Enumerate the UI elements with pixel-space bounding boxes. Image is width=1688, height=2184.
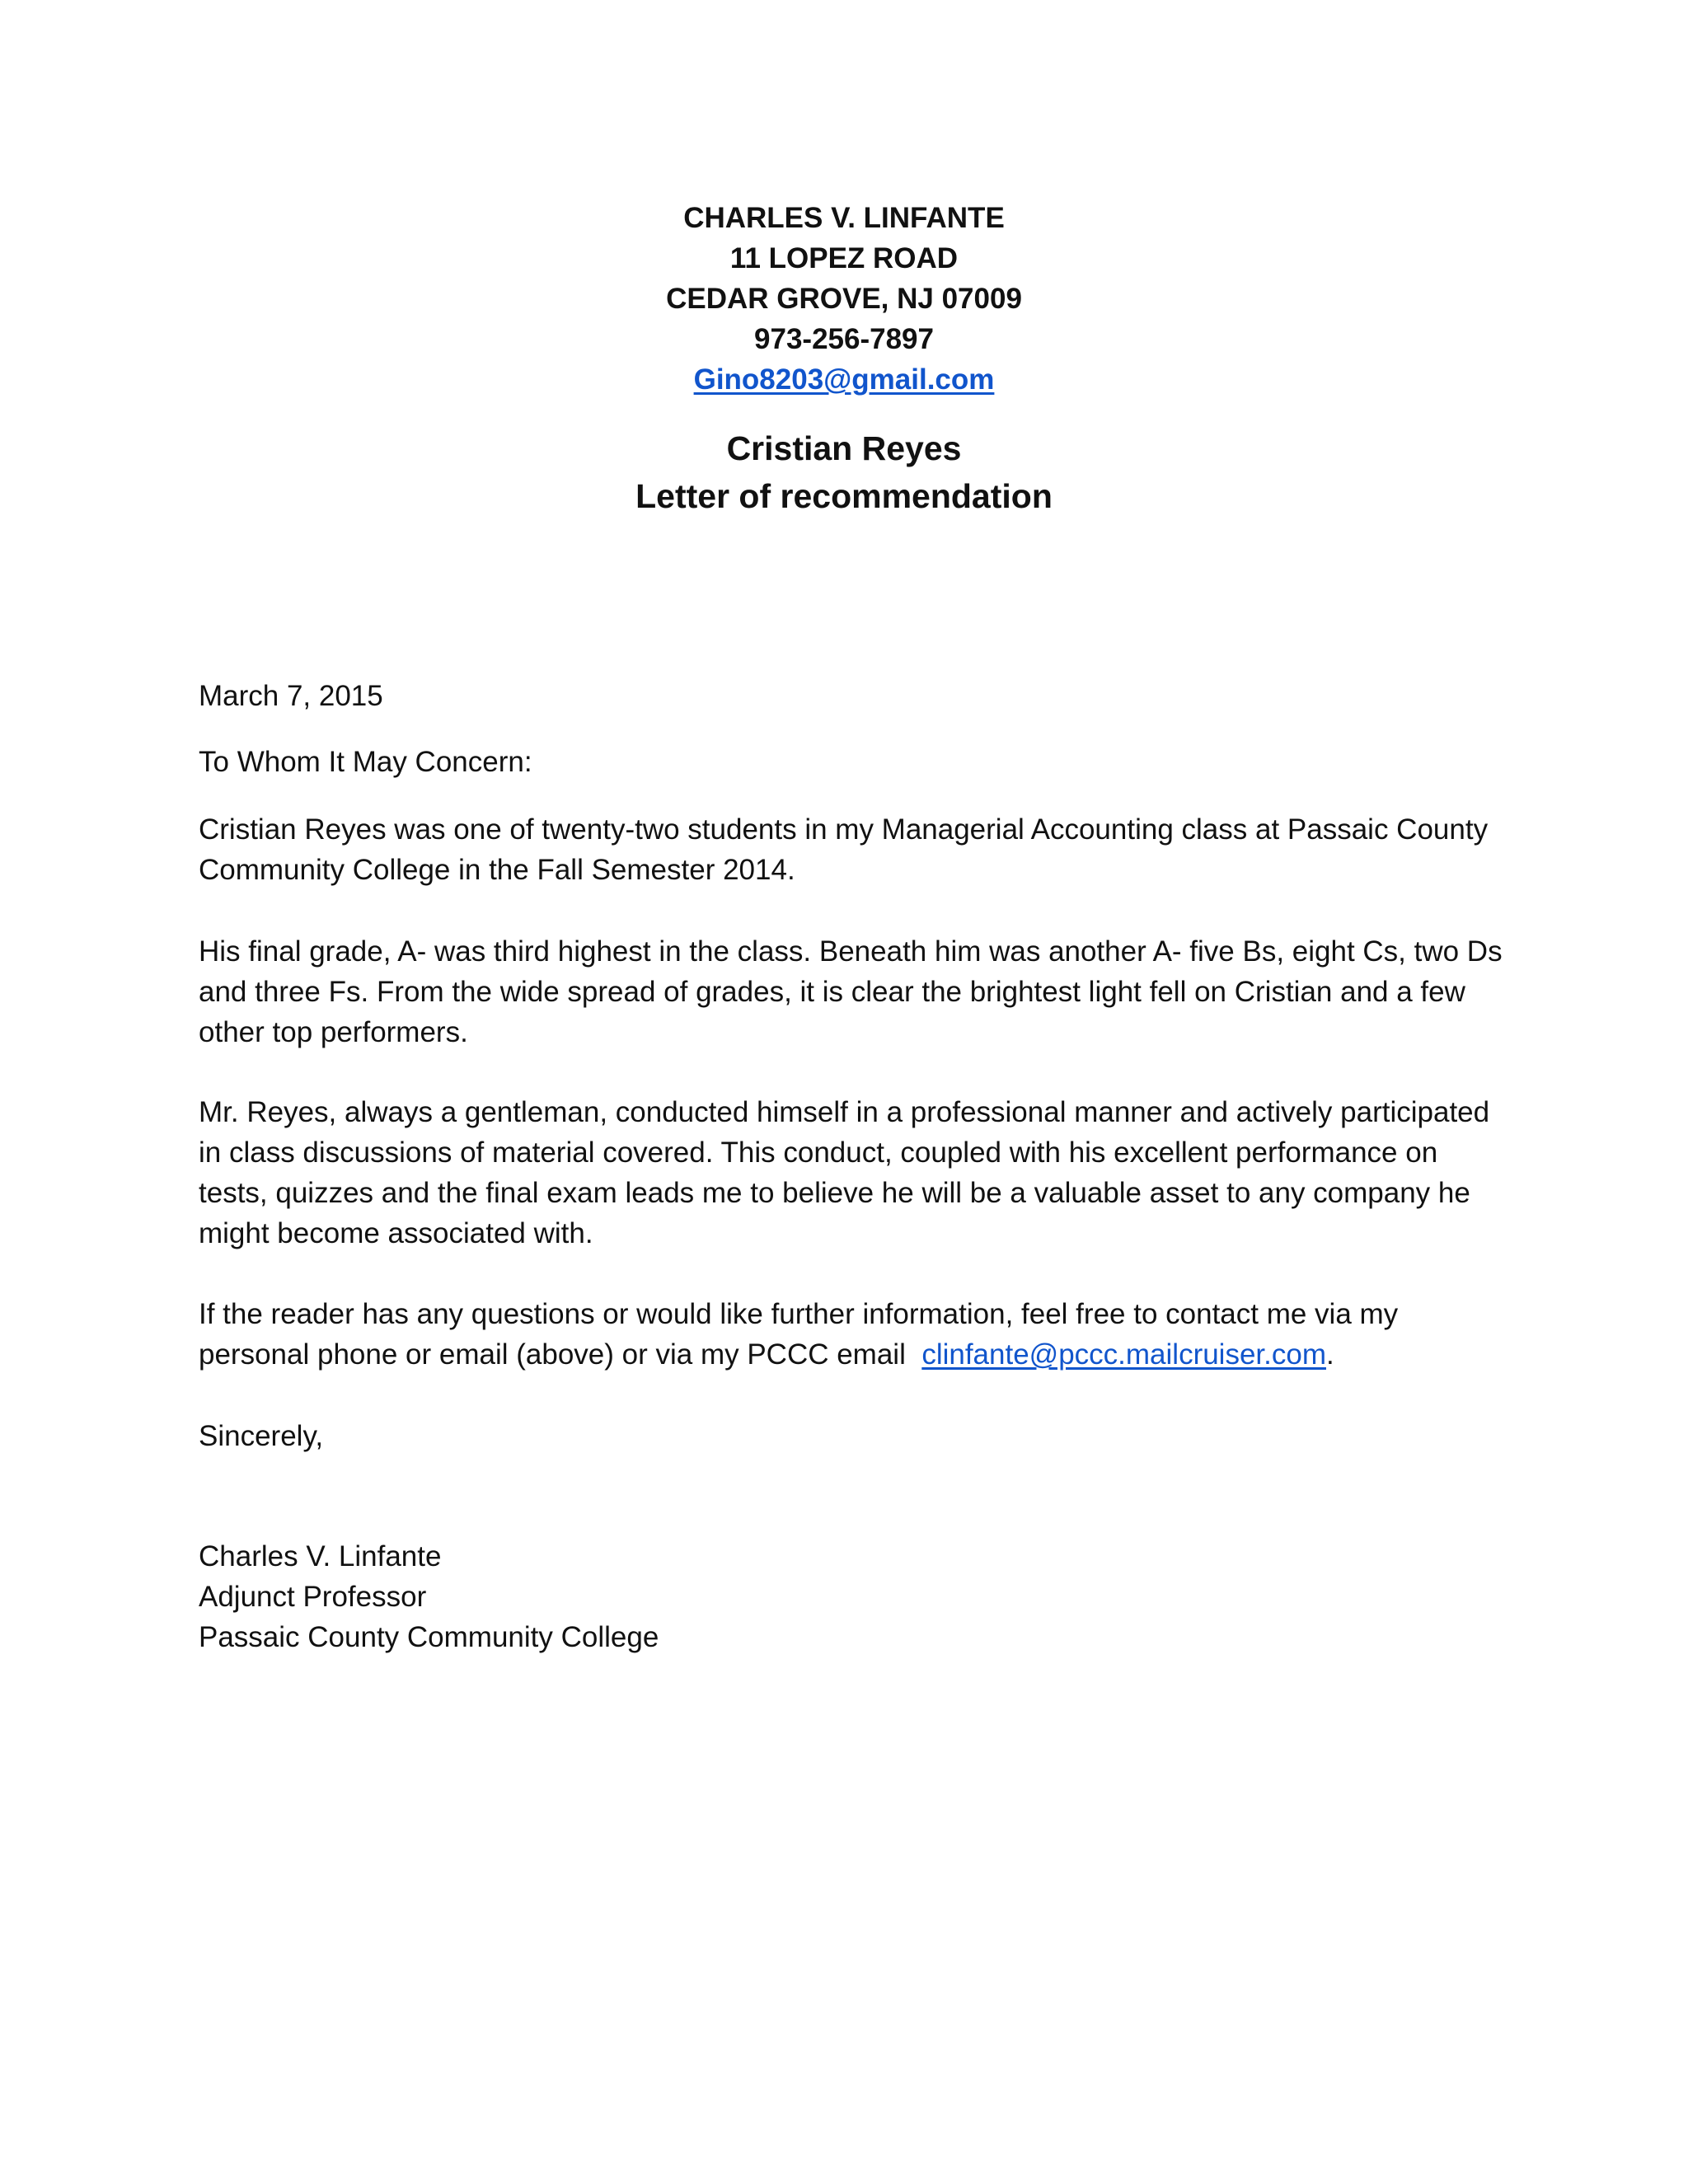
letter-heading: Letter of recommendation bbox=[635, 477, 1053, 515]
salutation bbox=[199, 742, 1509, 782]
paragraph-1 bbox=[199, 809, 1509, 890]
signature-institution: Passaic County Community College bbox=[199, 1621, 659, 1653]
signature-block bbox=[199, 1536, 1509, 1657]
paragraph-2-text: His final grade, A- was third highest in the class. Beneath him was another A- five Bs, eight Cs, two Ds and three Fs. From the wide spread of grades, it is clear the brightest light fell on Cristian and a few other top performers. bbox=[199, 935, 1503, 1048]
paragraph-4-text bbox=[199, 1294, 1509, 1375]
paragraph-4 bbox=[199, 1294, 1509, 1375]
paragraph-4-period: . bbox=[1326, 1338, 1334, 1371]
closing bbox=[199, 1416, 1509, 1456]
signature-name: Charles V. Linfante bbox=[199, 1540, 442, 1572]
closing-text: Sincerely, bbox=[199, 1420, 324, 1452]
paragraph-3-text: Mr. Reyes, always a gentleman, conducted himself in a professional manner and actively participated in class discussions of material covered. This conduct, coupled with his excellent performance on tests, quizzes and the final exam leads me to believe he will be a valuable asset to any company he might become associated with. bbox=[199, 1096, 1490, 1249]
sender-phone: 973-256-7897 bbox=[754, 323, 934, 355]
paragraph-2 bbox=[199, 931, 1509, 1052]
paragraph-4-body: If the reader has any questions or would like further information, feel free to contact me via my personal phone or email (above) or via my PCCC email bbox=[199, 1298, 1406, 1371]
date-text: March 7, 2015 bbox=[199, 680, 383, 712]
paragraph-1-text: Cristian Reyes was one of twenty-two students in my Managerial Accounting class at Passaic County Community College in the Fall Semester 2014. bbox=[199, 813, 1489, 886]
sender-name: CHARLES V. LINFANTE bbox=[683, 202, 1005, 234]
letter-title bbox=[0, 424, 1688, 520]
sender-street: 11 LOPEZ ROAD bbox=[729, 242, 959, 274]
signature-position: Adjunct Professor bbox=[199, 1581, 427, 1613]
paragraph-3 bbox=[199, 1092, 1509, 1254]
pccc-email-link[interactable]: clinfante@pccc.mailcruiser.com bbox=[921, 1338, 1326, 1371]
salutation-text: To Whom It May Concern: bbox=[199, 746, 532, 778]
sender-email-link[interactable]: Gino8203@gmail.com bbox=[693, 363, 995, 396]
subject-name: Cristian Reyes bbox=[726, 429, 962, 467]
sender-city-state-zip: CEDAR GROVE, NJ 07009 bbox=[666, 283, 1022, 315]
sender-header bbox=[0, 198, 1688, 400]
letter-date bbox=[199, 676, 1509, 716]
